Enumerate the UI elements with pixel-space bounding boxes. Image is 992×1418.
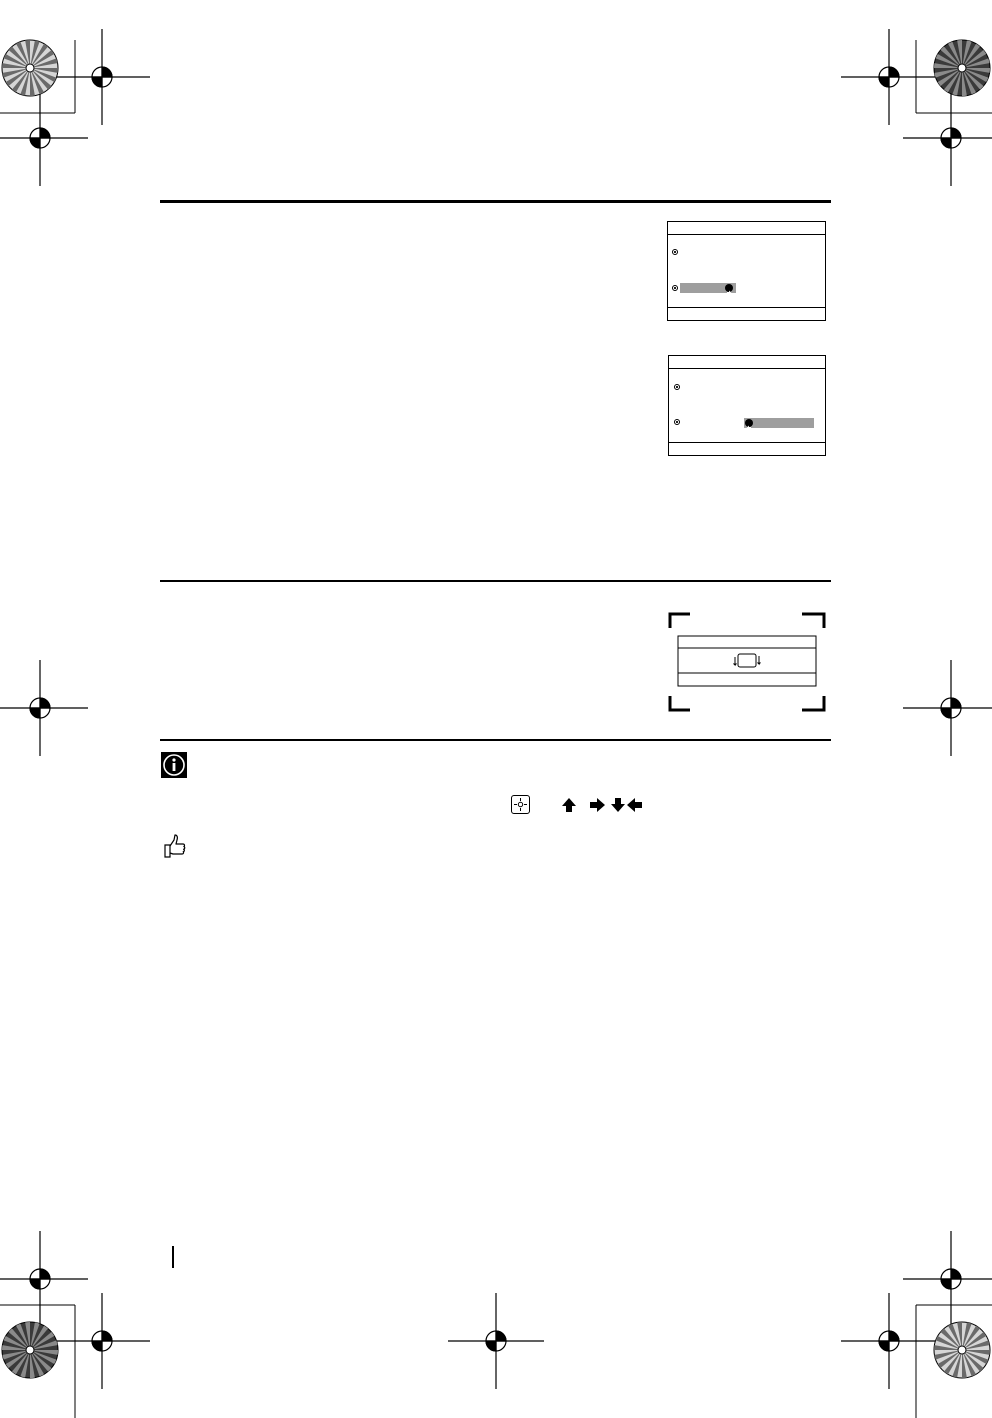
direction-arrows: [559, 795, 647, 815]
registration-target-icon: [54, 1293, 150, 1389]
right-arrow-icon: [725, 284, 733, 292]
osd-bullet-icon: [674, 384, 680, 390]
osd-footer-bar: [669, 442, 825, 443]
osd-picture-rotation: [668, 612, 828, 712]
joystick-center-icon: [511, 795, 530, 814]
registration-target-icon: [448, 1293, 544, 1389]
down-arrow-icon: [611, 798, 625, 812]
left-arrow-icon: [745, 419, 753, 427]
osd-bullet-icon: [674, 419, 680, 425]
osd-menu-2: [668, 355, 826, 456]
color-wheel-icon: [2, 1322, 58, 1378]
osd-footer-bar: [668, 307, 825, 308]
registration-target-icon: [54, 29, 150, 125]
osd-menu-1: [667, 221, 826, 321]
registration-target-icon: [841, 1293, 937, 1389]
osd-highlight-bar: [744, 418, 814, 428]
color-wheel-icon: [934, 1322, 990, 1378]
info-icon: [161, 752, 187, 778]
registration-target-icon: [903, 660, 992, 756]
section-rule-bottom: [160, 739, 831, 741]
section-rule-top: [160, 200, 831, 203]
registration-target-icon: [0, 660, 88, 756]
left-arrow-icon: [627, 798, 642, 812]
registration-target-icon: [841, 29, 937, 125]
up-arrow-icon: [562, 798, 576, 812]
section-rule-middle: [160, 580, 831, 582]
rotation-icon: [734, 654, 761, 667]
osd-title-bar: [668, 234, 825, 235]
osd-bullet-icon: [672, 285, 678, 291]
osd-title-bar: [669, 368, 825, 369]
color-wheel-icon: [934, 40, 990, 96]
thumbs-up-icon: [161, 832, 189, 860]
page-number-rule: [172, 1246, 174, 1268]
color-wheel-icon: [2, 40, 58, 96]
right-arrow-icon: [590, 798, 605, 812]
osd-bullet-icon: [672, 249, 678, 255]
